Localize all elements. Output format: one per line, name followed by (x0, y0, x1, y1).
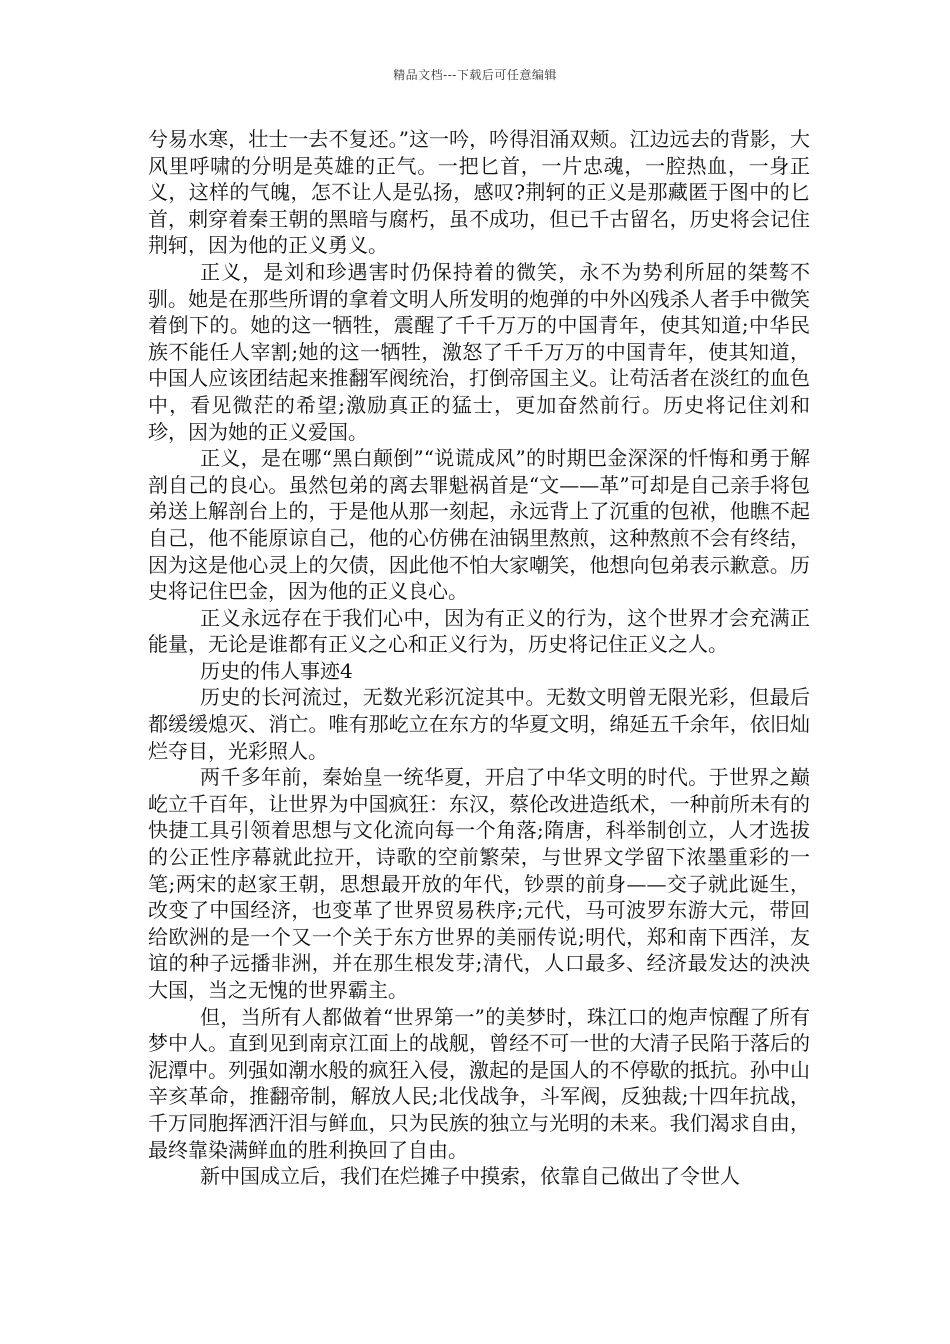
paragraph-history-river: 历史的长河流过，无数光彩沉淀其中。无数文明曾无限光彩，但最后都缓缓熄灭、消亡。唯有那屹立在东方的华夏文明，绵延五千余年，依旧灿烂夺目，光彩照人。 (148, 685, 810, 763)
paragraph-jingke: 兮易水寒，壮士一去不复还。”这一吟，吟得泪涌双颊。江边远去的背影，大风里呼啸的分明是英雄的正气。一把匕首，一片忠魂，一腔热血，一身正义，这样的气魄，怎不让人是弘扬，感叹?荆轲的正义是那藏匿于图中的匕首，刺穿着秦王朝的黑暗与腐朽，虽不成功，但已千古留名，历史将会记住荆轲，因为他的正义勇义。 (148, 127, 810, 258)
page-header: 精品文档---下载后可任意编辑 (393, 68, 557, 82)
paragraph-bajin: 正义，是在哪“黑白颠倒”“说谎成风”的时期巴金深深的忏悔和勇于解剖自己的良心。虽然包弟的离去罪魁祸首是“文——革”可却是自己亲手将包弟送上解剖台上的，于是他从那一刻起，永远背上了沉重的包袱，他瞧不起自己，他不能原谅自己，他的心仿佛在油锅里熬煎，这种熬煎不会有终结，因为这是他心灵上的欠债，因此他不怕大家嘲笑，他想向包弟表示歉意。历史将记住巴金，因为他的正义良心。 (148, 446, 810, 604)
paragraph-liuhezhen: 正义，是刘和珍遇害时仍保持着的微笑，永不为势利所屈的桀骜不驯。她是在那些所谓的拿着文明人所发明的炮弹的中外凶残杀人者手中微笑着倒下的。她的这一牺牲，震醒了千千万万的中国青年，使其知道;中华民族不能任人宰割;她的这一牺牲，激怒了千千万万的中国青年，使其知道，中国人应该团结起来推翻军阀统治，打倒帝国主义。让苟活者在淡红的血色中，看见微茫的希望;激励真正的猛士，更加奋然前行。历史将记住刘和珍，因为她的正义爱国。 (148, 259, 810, 444)
paragraph-modern-struggle: 但，当所有人都做着“世界第一”的美梦时，珠江口的炮声惊醒了所有梦中人。直到见到南京江面上的战舰，曾经不可一世的大清子民陷于落后的泥潭中。列强如潮水般的疯狂入侵，激起的是国人的不停歇的抵抗。孙中山辛亥革命，推翻帝制，解放人民;北伐战争，斗军阀，反独裁;十四年抗战，千万同胞挥洒汗泪与鲜血，只为民族的独立与光明的未来。我们渴求自由，最终靠染满鲜血的胜利换回了自由。 (148, 1004, 810, 1162)
paragraph-new-china: 新中国成立后，我们在烂摊子中摸索，依靠自己做出了令世人 (200, 1164, 740, 1189)
document-body (148, 126, 810, 1190)
section-heading: 历史的伟人事迹4 (200, 658, 353, 683)
paragraph-dynasties: 两千多年前，秦始皇一统华夏，开启了中华文明的时代。于世界之巅屹立千百年，让世界为中国疯狂：东汉，蔡伦改进造纸术，一种前所未有的快捷工具引领着思想与文化流向每一个角落;隋唐，科举制创立，人才选拔的公正性序幕就此拉开，诗歌的空前繁荣，与世界文学留下浓墨重彩的一笔;两宋的赵家王朝，思想最开放的年代，钞票的前身——交子就此诞生，改变了中国经济，也变革了世界贸易秩序;元代，马可波罗东游大元，带回给欧洲的是一个又一个关于东方世界的美丽传说;明代，郑和南下西洋，友谊的种子远播非洲，并在那生根发芽;清代，人口最多、经济最发达的泱泱大国，当之无愧的世界霸主。 (148, 765, 810, 1002)
paragraph-conclusion: 正义永远存在于我们心中，因为有正义的行为，这个世界才会充满正能量，无论是谁都有正义之心和正义行为，历史将记住正义之人。 (148, 605, 810, 657)
